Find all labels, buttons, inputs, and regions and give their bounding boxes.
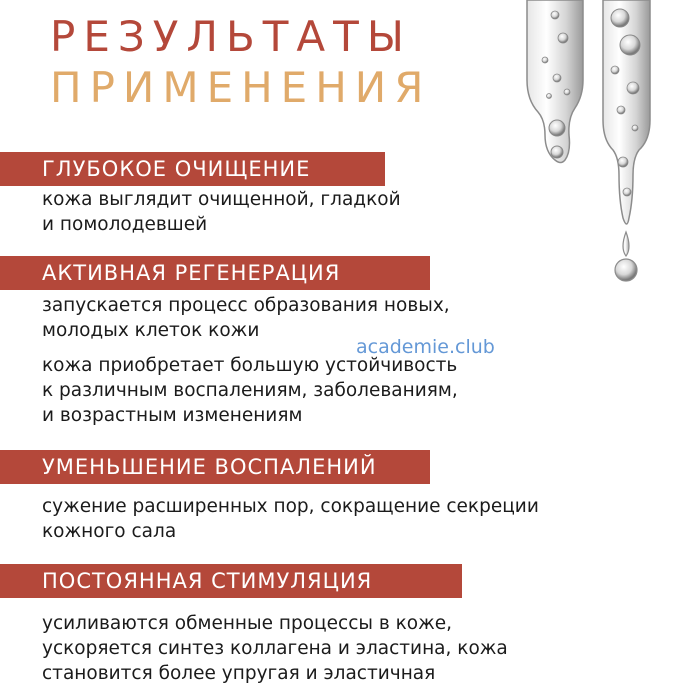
text-line: молодых клеток кожи — [42, 320, 260, 341]
section-text-regeneration-2 — [42, 353, 458, 428]
section-heading-deep-cleansing: ГЛУБОКОЕ ОЧИЩЕНИЕ — [0, 152, 385, 186]
text-line: и помолодевшей — [42, 214, 208, 235]
left-dropper — [527, 0, 583, 163]
text-line: кожного сала — [42, 521, 177, 542]
text-line: ускоряется синтез коллагена и эластина, кожа — [42, 638, 508, 659]
title-line-1: РЕЗУЛЬТАТЫ — [50, 12, 412, 61]
right-dropper — [603, 0, 650, 281]
watermark-text: academie.club — [356, 336, 495, 358]
text-line: запускается процесс образования новых, — [42, 295, 450, 316]
section-text-inflammation — [42, 494, 539, 544]
page-title — [50, 14, 431, 111]
section-text-stimulation — [42, 611, 508, 686]
text-line: становится более упругая и эластичная — [42, 663, 436, 684]
text-line: кожа приобретает большую устойчивость — [42, 355, 458, 376]
title-line-2: ПРИМЕНЕНИЯ — [50, 63, 432, 112]
text-line: кожа выглядит очищенной, гладкой — [42, 189, 401, 210]
text-line: сужение расширенных пор, сокращение секреции — [42, 496, 539, 517]
section-text-deep-cleansing — [42, 187, 401, 237]
section-heading-active-regeneration: АКТИВНАЯ РЕГЕНЕРАЦИЯ — [0, 256, 430, 290]
serum-droppers-image — [505, 0, 700, 300]
section-heading-reducing-inflammation: УМЕНЬШЕНИЕ ВОСПАЛЕНИЙ — [0, 450, 430, 484]
text-line: и возрастным изменениям — [42, 405, 303, 426]
section-heading-constant-stimulation: ПОСТОЯННАЯ СТИМУЛЯЦИЯ — [0, 564, 462, 598]
text-line: к различным воспалениям, заболеваниям, — [42, 380, 458, 401]
text-line: усиливаются обменные процессы в коже, — [42, 613, 453, 634]
